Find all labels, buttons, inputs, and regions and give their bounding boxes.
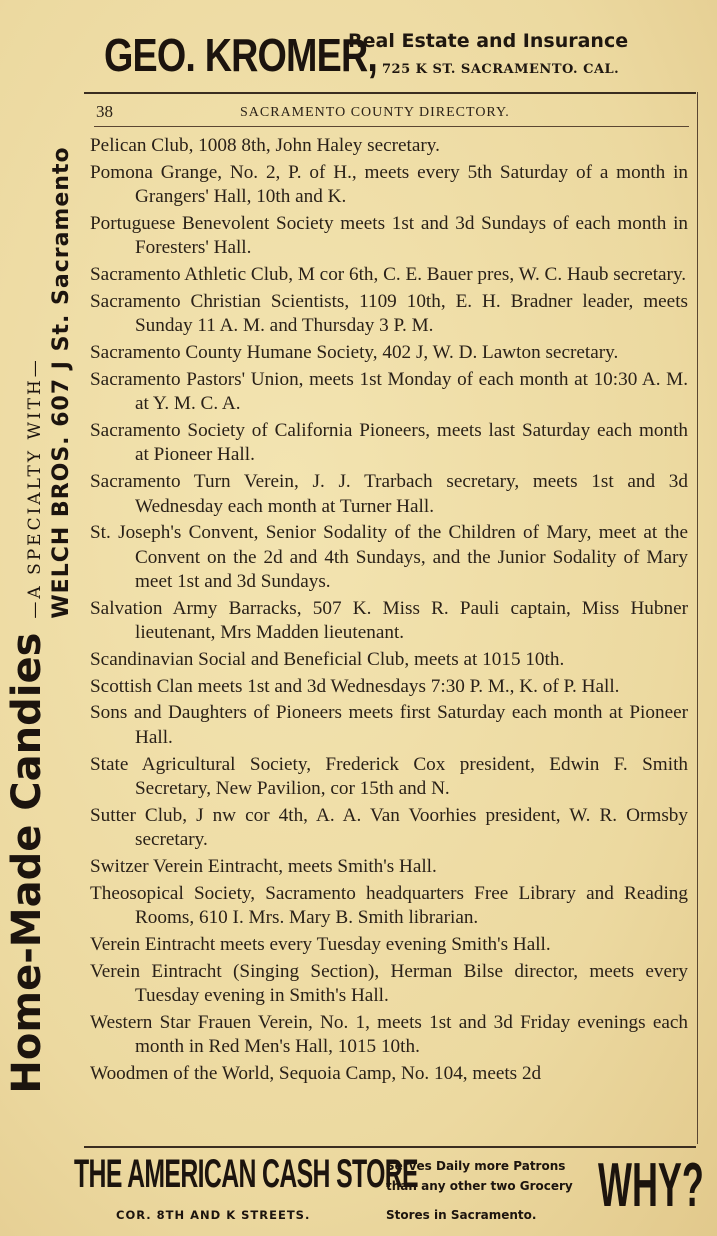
store-slogan-line: Stores in Sacramento. [386, 1208, 537, 1222]
directory-entry: Salvation Army Barracks, 507 K. Miss R. Pauli captain, Miss Hubner lieutenant, Mrs Madden lieutenant. [90, 597, 688, 644]
bottom-advertisement [70, 1148, 704, 1234]
directory-entry: Sacramento Athletic Club, M cor 6th, C. E. Bauer pres, W. C. Haub secretary. [90, 264, 687, 286]
directory-entry: Pelican Club, 1008 8th, John Haley secretary. [90, 135, 440, 156]
directory-entry: St. Joseph's Convent, Senior Sodality of the Children of Mary, meet at the Convent on the 2d and 4th Sundays, and the Junior Sodality of Mary meet 1st and 3d Sundays. [90, 522, 688, 593]
store-slogan-line: than any other two Grocery [386, 1179, 573, 1193]
store-slogan [386, 1156, 573, 1196]
directory-entry: Sacramento Pastors' Union, meets 1st Monday of each month at 10:30 A. M. at Y. M. C. A. [90, 368, 688, 415]
directory-entry: Portuguese Benevolent Society meets 1st and 3d Sundays of each month in Foresters' Hall. [90, 212, 688, 259]
directory-entry: State Agricultural Society, Frederick Cox president, Edwin F. Smith Secretary, New Pavilion, cor 15th and N. [90, 753, 688, 800]
side-ad-maker: WELCH BROS. 607 J St. Sacramento [49, 146, 74, 619]
directory-entry: Western Star Frauen Verein, No. 1, meets 1st and 3d Friday evenings each month in Red Men's Hall, 1015 10th. [90, 1011, 688, 1058]
frame-right-rule [697, 92, 698, 1144]
store-why: WHY? [598, 1151, 704, 1220]
side-advertisement [0, 60, 78, 1180]
directory-entry: Scandinavian Social and Beneficial Club, meets at 1015 10th. [90, 649, 565, 671]
directory-entry: Verein Eintracht (Singing Section), Herman Bilse director, meets every Tuesday evening in Smith's Hall. [90, 960, 688, 1007]
directory-entry: Pomona Grange, No. 2, P. of H., meets every 5th Saturday of a month in Grangers' Hall, 10th and K. [90, 161, 688, 208]
directory-entry: Woodmen of the World, Sequoia Camp, No. 104, meets 2d [90, 1062, 542, 1084]
directory-entry: Sons and Daughters of Pioneers meets first Saturday each month at Pioneer Hall. [90, 702, 688, 748]
page-title: SACRAMENTO COUNTY DIRECTORY. [240, 105, 510, 120]
directory-entry: Sacramento County Humane Society, 402 J, W. D. Lawton secretary. [90, 341, 619, 363]
side-ad-product: Home-Made Candies [4, 632, 50, 1094]
advertiser-name: GEO. KROMER, [104, 29, 378, 81]
top-advertisement [100, 22, 700, 88]
advertiser-address: 725 K ST. SACRAMENTO. CAL. [382, 62, 620, 77]
directory-entry: Sacramento Society of California Pioneers, meets last Saturday each month at Pioneer Hall. [90, 419, 688, 466]
directory-entry: Verein Eintracht meets every Tuesday evening Smith's Hall. [90, 933, 551, 955]
running-head [94, 100, 689, 127]
directory-entry: Theosopical Society, Sacramento headquarters Free Library and Reading Rooms, 610 I. Mrs. Mary B. Smith librarian. [90, 882, 688, 929]
directory-entry: Sacramento Christian Scientists, 1109 10th, E. H. Bradner leader, meets Sunday 11 A. M. and Thursday 3 P. M. [90, 290, 688, 337]
store-address: COR. 8TH AND K STREETS. [116, 1208, 311, 1222]
page-number: 38 [96, 102, 113, 121]
directory-entry: Scottish Clan meets 1st and 3d Wednesdays 7:30 P. M., K. of P. Hall. [90, 675, 620, 697]
advertiser-tagline: Real Estate and Insurance [348, 30, 629, 52]
directory-entry: Switzer Verein Eintracht, meets Smith's Hall. [90, 856, 437, 877]
side-ad-specialty: —A SPECIALTY WITH— [25, 357, 45, 619]
store-name: THE AMERICAN CASH STORE [74, 1152, 418, 1196]
directory-entry: Sutter Club, J nw cor 4th, A. A. Van Voorhies president, W. R. Ormsby secretary. [90, 804, 688, 851]
directory-entries [90, 134, 688, 1089]
directory-entry: Sacramento Turn Verein, J. J. Trarbach secretary, meets 1st and 3d Wednesday each month at Turner Hall. [90, 471, 688, 517]
store-slogan-line: Serves Daily more Patrons [386, 1159, 566, 1173]
